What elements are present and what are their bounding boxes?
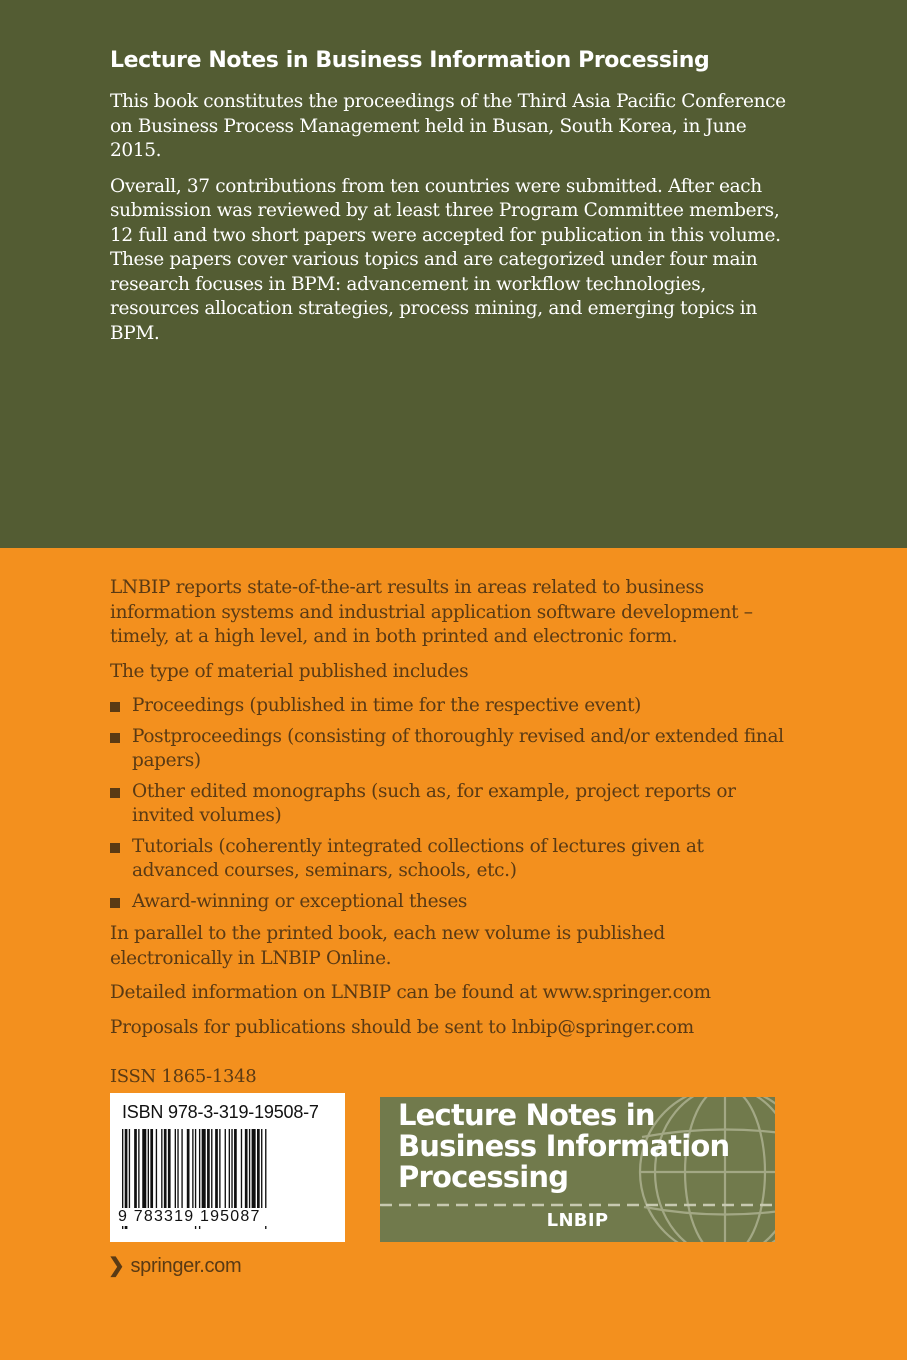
barcode-digits: 9 783319 195087 [116, 1208, 342, 1226]
barcode-bar [148, 1129, 149, 1217]
barcode-bar [207, 1129, 210, 1217]
info-note: Detailed information on LNBIP can be found at www.springer.com [110, 982, 711, 1003]
list-item-text: Postproceedings (consisting of thoroughly revised and/or extended final papers) [132, 725, 784, 771]
isbn-label: ISBN 978-3-319-19508-7 [122, 1102, 319, 1122]
logo-abbreviation: LNBIP [546, 1210, 609, 1231]
barcode-bar [192, 1129, 193, 1217]
square-bullet-icon [110, 733, 120, 743]
description-paragraph: Overall, 37 contributions from ten countries were submitted. After each submission was reviewed by at least three Program Committee members, 12 full and two short papers were accepted for publication in this volume. These papers cover various topics and are categorized under four main research focuses in BPM: advancement in workflow technologies, resources allocation strategies, process mining, and emerging topics in BPM. [110, 175, 781, 344]
list-item [110, 780, 790, 829]
square-bullet-icon [110, 788, 120, 798]
series-logo [380, 1097, 775, 1242]
list-item [110, 890, 790, 915]
material-list [110, 694, 790, 914]
series-intro: LNBIP reports state-of-the-art results in areas related to business information systems and industrial application software development – timely, at a high level, and in both printed and electronic form. [110, 577, 753, 647]
barcode-bar [252, 1129, 256, 1217]
barcode-bar [150, 1129, 153, 1217]
list-item-text: Tutorials (coherently integrated collections of lectures given at advanced courses, seminars, schools, etc.) [132, 835, 704, 881]
barcode-bar [249, 1129, 250, 1217]
barcode-bar [177, 1129, 178, 1217]
barcode-bar [245, 1129, 248, 1217]
list-item-text: Proceedings (published in time for the respective event) [132, 695, 642, 716]
barcode-bar [168, 1129, 171, 1217]
barcode-bar [134, 1129, 137, 1217]
publisher-url: springer.com [130, 1255, 242, 1277]
list-item [110, 694, 790, 719]
barcode-bar [261, 1129, 262, 1217]
list-item-text: Other edited monographs (such as, for example, project reports or invited volumes) [132, 780, 736, 826]
barcode-bar [138, 1129, 139, 1217]
barcode-bar [164, 1129, 167, 1217]
logo-title: Lecture Notes in Business Information Processing [398, 1098, 730, 1194]
barcode-bar [257, 1129, 260, 1217]
barcode-bar [229, 1129, 230, 1217]
publisher-link[interactable] [108, 1253, 241, 1278]
issn: ISSN 1865-1348 [110, 1066, 257, 1087]
series-title: Lecture Notes in Business Information Processing [110, 48, 710, 73]
proposals-note: Proposals for publications should be sent to lnbip@springer.com [110, 1016, 694, 1038]
barcode-bar [142, 1129, 146, 1217]
square-bullet-icon [110, 843, 120, 853]
barcode-bar [211, 1129, 212, 1217]
barcode-bar [187, 1129, 190, 1217]
barcode-bar [219, 1129, 220, 1217]
barcode-bar [156, 1129, 157, 1217]
barcode-bar [215, 1129, 218, 1217]
list-item [110, 725, 790, 774]
series-info [110, 576, 790, 1050]
book-description [110, 90, 790, 357]
barcode-bar [225, 1129, 226, 1217]
description-paragraph: This book constitutes the proceedings of the Third Asia Pacific Conference on Business Process Management held in Busan, South Korea, in June 2015. [110, 91, 786, 161]
square-bullet-icon [110, 898, 120, 908]
barcode-bar [161, 1129, 162, 1217]
material-heading: The type of material published includes [110, 660, 469, 682]
online-note: In parallel to the printed book, each new volume is published electronically in LNBIP Online. [110, 923, 665, 969]
barcode-bar [175, 1129, 176, 1217]
barcode [110, 1093, 345, 1242]
barcode-bar [231, 1129, 232, 1217]
barcode-bar [241, 1129, 242, 1217]
barcode-bar [234, 1129, 237, 1217]
barcode-bar [129, 1129, 130, 1217]
chevron-right-icon: ❯ [108, 1255, 125, 1277]
square-bullet-icon [110, 702, 120, 712]
barcode-bar [181, 1129, 182, 1217]
list-item-text: Award-winning or exceptional theses [132, 890, 468, 912]
list-item [110, 835, 790, 884]
barcode-bar [202, 1129, 206, 1217]
